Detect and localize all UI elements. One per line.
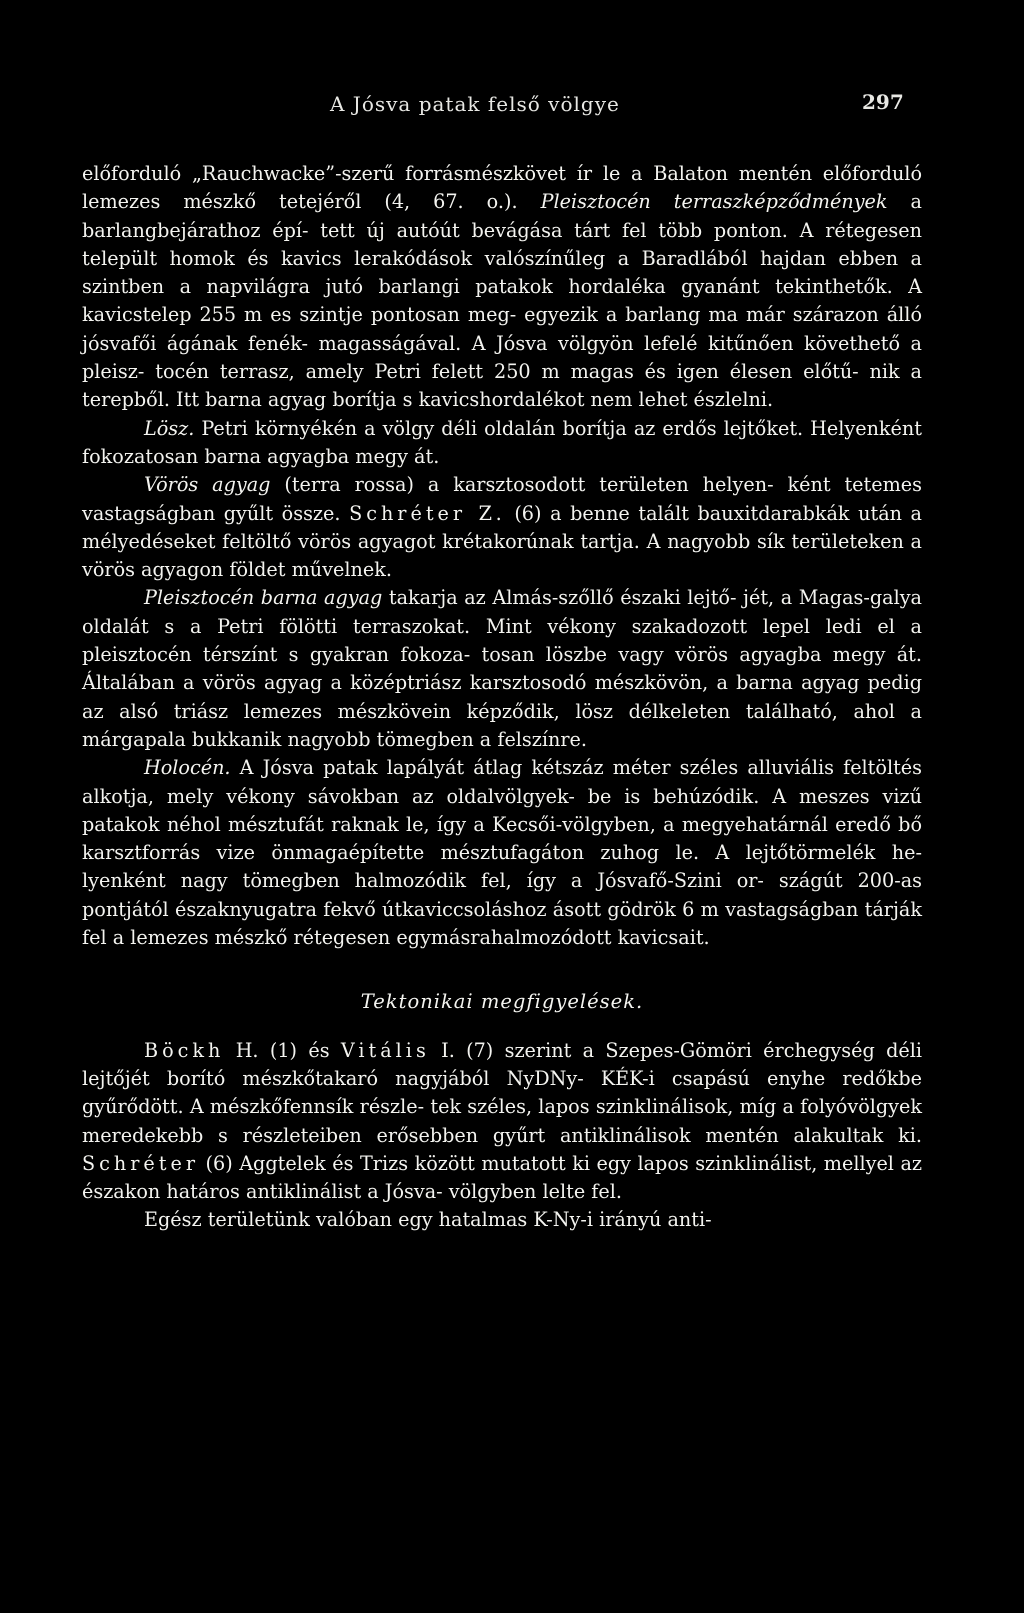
running-title: A Jósva patak felső völgye xyxy=(330,92,620,116)
body-text xyxy=(82,160,922,1235)
paragraph-loess xyxy=(82,415,922,472)
paragraph-holocene xyxy=(82,754,922,952)
text-run: Petri környékén a völgy déli oldalán borítja az erdős lejtőket. Helyenként fokozatosan barna agyagba megy át. xyxy=(82,416,922,468)
text-run: (terra rossa) a karsztosodott területen helyen- ként tetemes vastagságban gyűlt össze. xyxy=(82,473,922,525)
author-name: Schréter Z. xyxy=(349,501,506,525)
term-brown-clay: Pleisztocén barna agyag xyxy=(144,586,383,610)
section-heading: Tektonikai megfigyelések. xyxy=(360,990,644,1014)
text-run: (6) Aggtelek és Trizs között mutatott ki egy lapos szinklinálist, mellyel az északon határos antiklinálist a Jósva- völgyben lelte fel. xyxy=(82,1151,922,1204)
paragraph-red-clay xyxy=(82,471,922,584)
text-run: (6) a benne talált bauxitdarabkák után a mélyedéseket feltöltő vörös agyagot krétakorúnak tartja. A nagyobb sík területeken a vörös agyagon földet művelnek. xyxy=(82,501,922,582)
text-run: H. (1) és xyxy=(224,1038,341,1062)
running-header xyxy=(0,92,1024,116)
page-number: 297 xyxy=(862,90,904,114)
author-name: Böckh xyxy=(144,1038,225,1062)
term-loess: Lösz. xyxy=(144,416,195,440)
author-name: Schréter xyxy=(82,1151,200,1175)
author-name: Vitális xyxy=(340,1038,430,1062)
term-pleistocene-terraces: Pleisztocén terraszképződmények xyxy=(540,190,888,214)
paragraph-pleistocene-terraces xyxy=(82,160,922,415)
text-run: I. (7) szerint a Szepes-Gömöri érchegység déli lejtőjét borító mészkőtakaró nagyjából NyDNy- KÉK-i csapású enyhe redőkbe gyűrődött. A mészkőfennsík részle- tek széles, lapos szinklinálisok, míg a folyóvölgyek meredekebb s részleteiben erősebben gyűrt antiklinálisok mentén alakultak ki. xyxy=(82,1038,922,1147)
paragraph-brown-clay xyxy=(82,584,922,754)
text-run: takarja az Almás-szőllő északi lejtő- jét, a Magas-galya oldalát s a Petri fölötti terraszokat. Mint vékony szakadozott lepel ledi el a pleisztocén térszínt s gyakran fokoza- tosan löszbe vagy vörös agyagba megy át. Általában a vörös agyag a középtriász karsztosodó mészkövön, a barna agyag pedig az alsó triász lemezes mészkövein képződik, lösz délkeleten található, ahol a márgapala bukkanik nagyobb tömegben a felszínre. xyxy=(82,586,922,751)
paragraph-final: Egész területünk valóban egy hatalmas K-Ny-i irányú anti- xyxy=(144,1208,712,1232)
term-red-clay: Vörös agyag xyxy=(144,473,271,497)
text-run: a barlangbejárathoz épí- tett új autóút bevágása tárt fel több ponton. A rétegesen települt homok és kavics lerakódások valószínűleg a Baradlából hajdan ebben a szintben a napvilágra jutó barlangi patakok hordaléka gyanánt tekinthetők. A kavicstelep 255 m es szintje pontosan meg- egyezik a barlang ma már szárazon álló jósvafői ágának fenék- magasságával. A Jósva völgyön lefelé kitűnően követhető a pleisz- tocén terrasz, amely Petri felett 250 m magas és igen élesen előtű- nik a terepből. Itt barna agyag borítja s kavicshordalékot nem lehet észlelni. xyxy=(82,190,922,412)
term-holocene: Holocén. xyxy=(144,756,231,780)
text-run: A Jósva patak lapályát átlag kétszáz méter széles alluviális feltöltés alkotja, mely vékony sávokban az oldalvölgyek- be is behúzódik. A meszes vizű patakok néhol mésztufát raknak le, így a Kecsői-völgyben, a megyehatárnál eredő bő karsztforrás vize önmagaépítette mésztufagáton zuhog le. A lejtőtörmelék he- lyenként nagy tömegben halmozódik fel, így a Jósvafő-Szini or- szágút 200-as pontjától északnyugatra fekvő útkaviccsoláshoz ásott gödrök 6 m vastagságban tárják fel a lemezes mészkő rétegesen egymásrahalmozódott kavicsait. xyxy=(82,756,922,950)
text-run: előforduló „Rauchwacke”-szerű forrásmészkövet ír le a Balaton mentén előforduló lemezes mészkő tetejéről (4, 67. o.). xyxy=(82,162,922,214)
paragraph-tectonics xyxy=(82,1037,922,1207)
